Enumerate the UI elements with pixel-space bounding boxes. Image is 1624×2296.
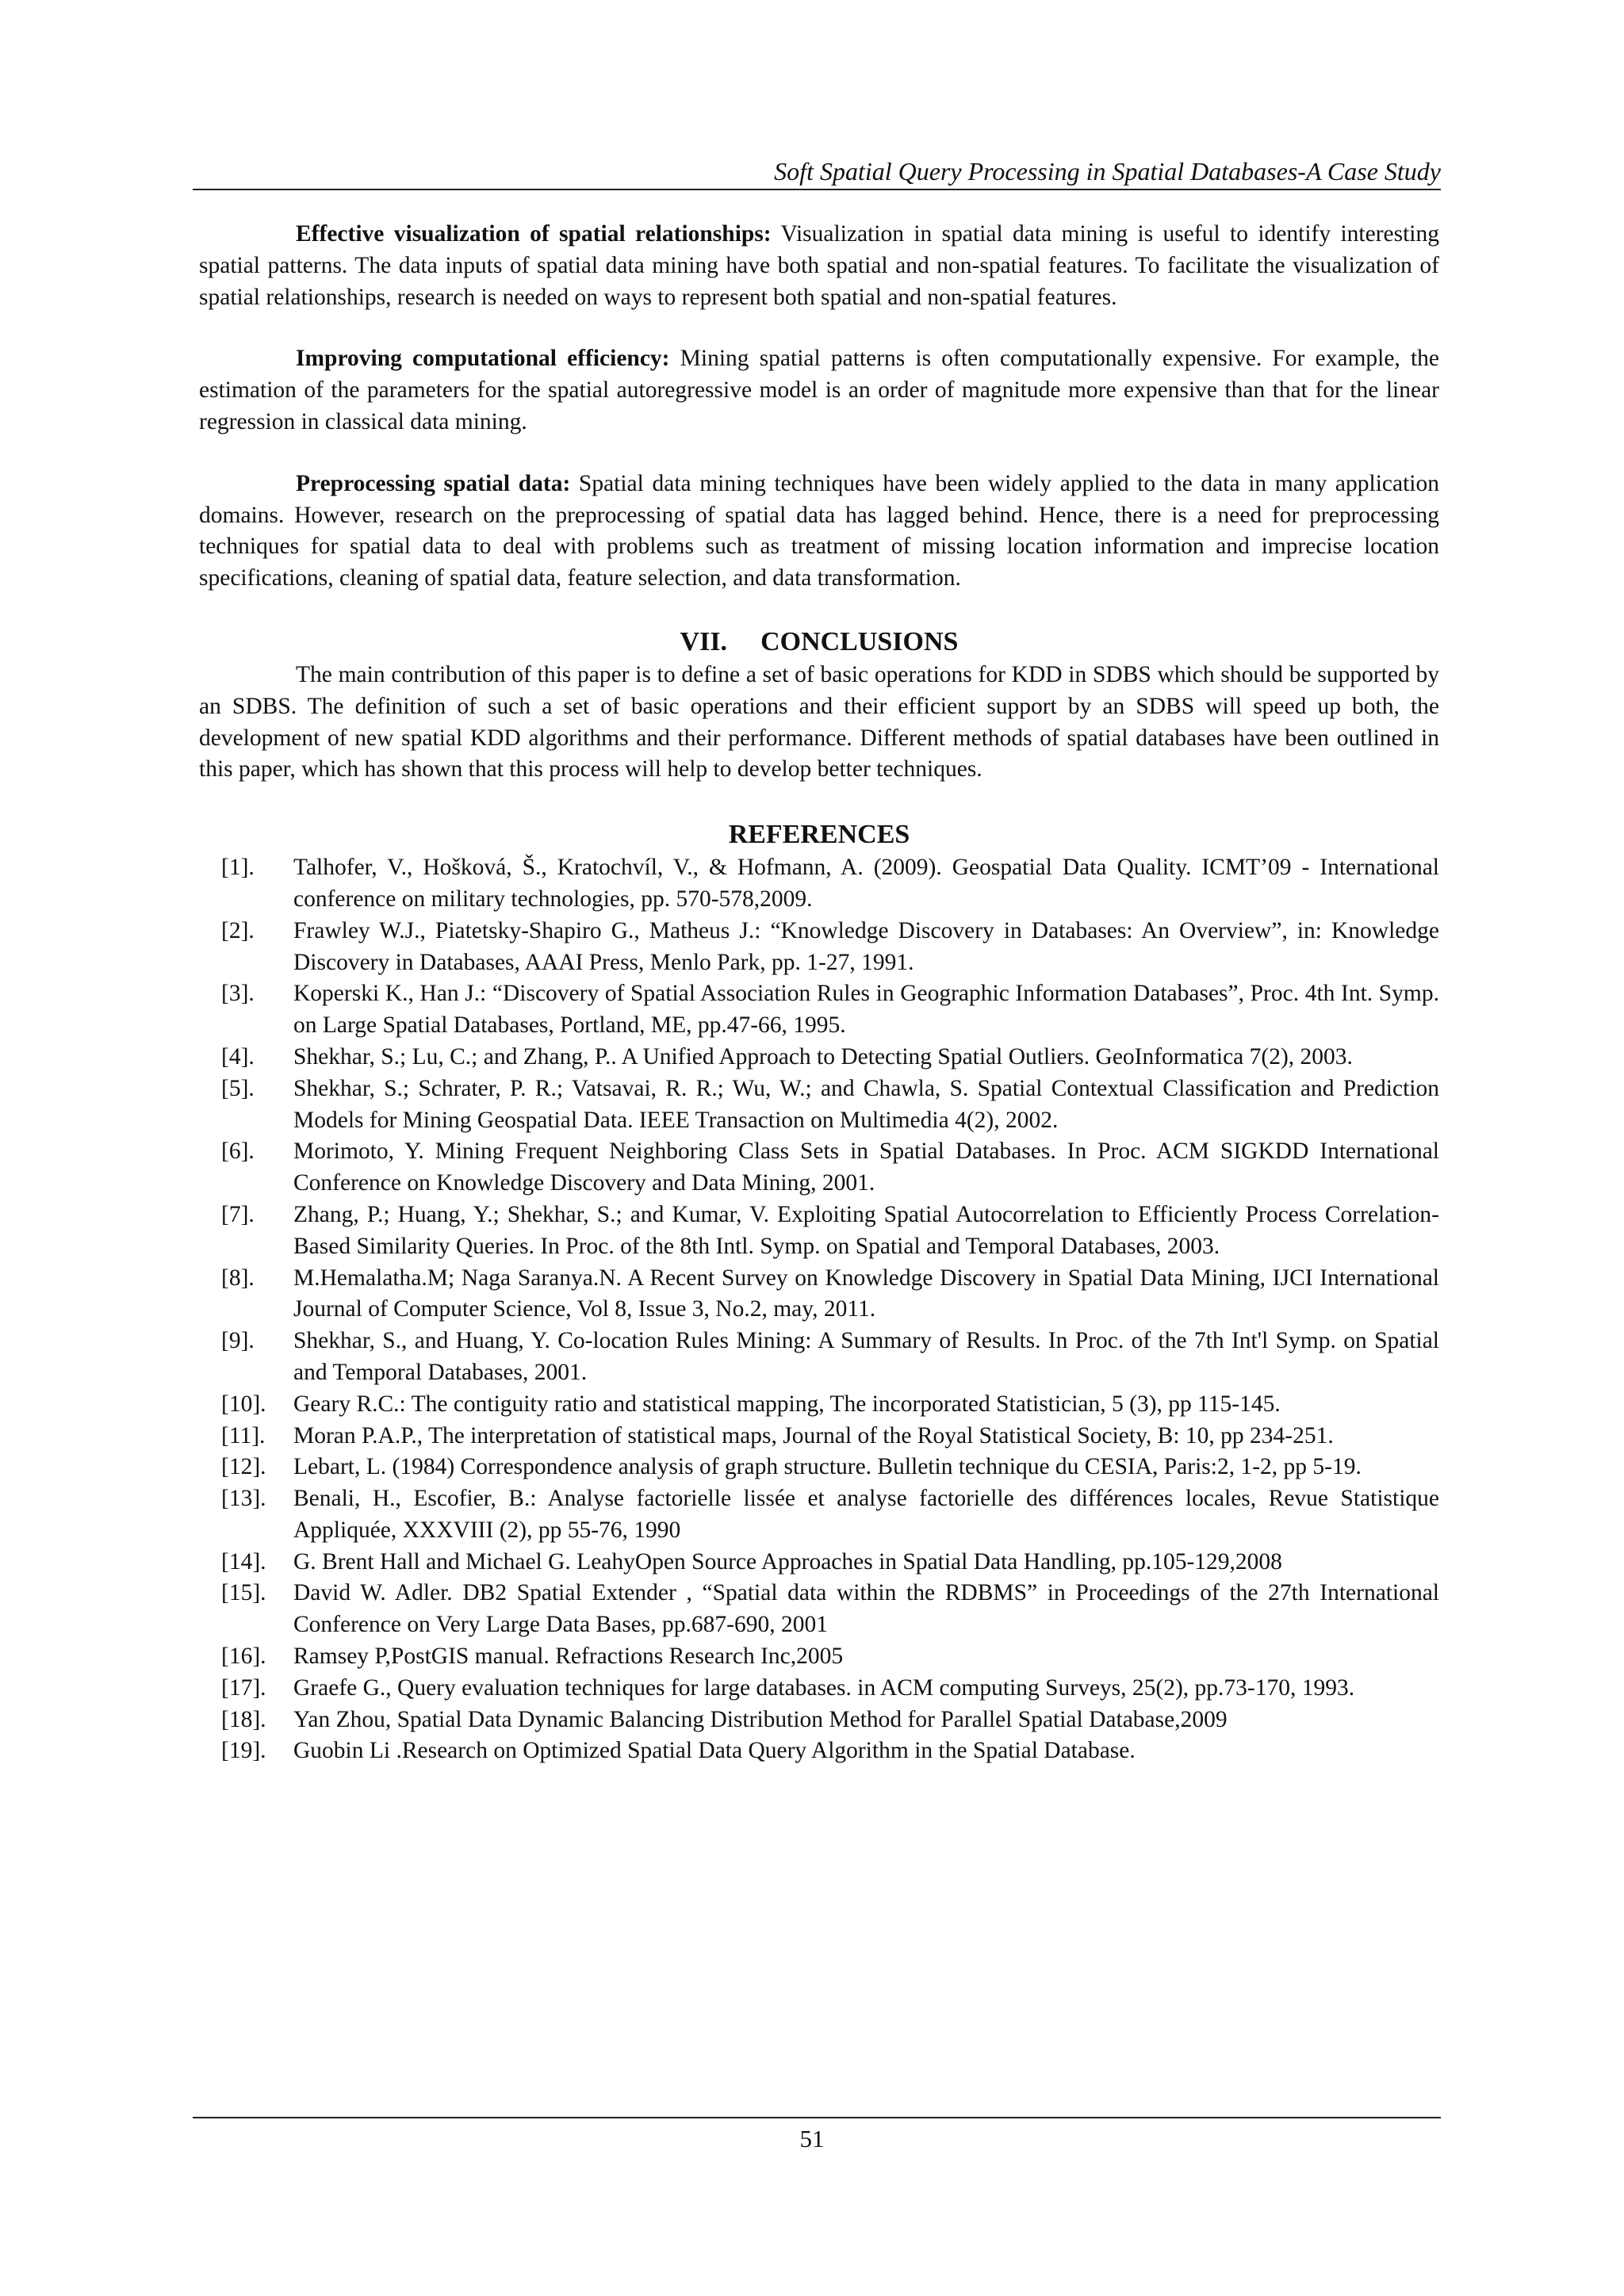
- reference-text: Morimoto, Y. Mining Frequent Neighboring Class Sets in Spatial Databases. In Proc. ACM SIGKDD International Conference on Knowledge Discovery and Data Mining, 2001.: [293, 1138, 1439, 1196]
- reference-text: Shekhar, S., and Huang, Y. Co-location Rules Mining: A Summary of Results. In Proc. of the 7th Int'l Symp. on Spatial and Temporal Databases, 2001.: [293, 1328, 1439, 1385]
- reference-item: [199, 1735, 1439, 1767]
- reference-item: [199, 1073, 1439, 1137]
- reference-number: [13].: [221, 1486, 266, 1512]
- reference-item: [199, 1200, 1439, 1263]
- reference-number: [8].: [221, 1265, 255, 1291]
- reference-text: Talhofer, V., Hošková, Š., Kratochvíl, V., & Hofmann, A. (2009). Geospatial Data Quality. ICMT’09 - International conference on military technologies, pp. 570-578,2009.: [293, 855, 1439, 912]
- reference-item: [199, 1641, 1439, 1673]
- reference-number: [10].: [221, 1391, 266, 1417]
- reference-number: [11].: [221, 1422, 266, 1448]
- reference-number: [4].: [221, 1043, 255, 1070]
- reference-item: [199, 1578, 1439, 1641]
- reference-number: [1].: [221, 855, 255, 881]
- reference-item: [199, 1483, 1439, 1547]
- paragraph-text: Visualization in spatial data mining is useful to identify interesting spatial patterns. The data inputs of spatial data mining have both spatial and non-spatial features. To facilitate the visualization of spatial relationships, research is needed on ways to represent both spatial and non-spatial features.: [199, 221, 1439, 310]
- reference-text: Moran P.A.P., The interpretation of statistical maps, Journal of the Royal Statistical Society, B: 10, pp 234-251.: [293, 1422, 1334, 1448]
- paragraph-lead: Effective visualization of spatial relationships:: [296, 221, 772, 247]
- header-rule: [193, 189, 1441, 190]
- reference-number: [6].: [221, 1138, 255, 1165]
- reference-text: M.Hemalatha.M; Naga Saranya.N. A Recent Survey on Knowledge Discovery in Spatial Data Mining, IJCI International Journal of Computer Science, Vol 8, Issue 3, No.2, may, 2011.: [293, 1265, 1439, 1322]
- reference-number: [12].: [221, 1454, 266, 1480]
- running-header: Soft Spatial Query Processing in Spatial Databases-A Case Study: [774, 157, 1441, 186]
- reference-text: Zhang, P.; Huang, Y.; Shekhar, S.; and Kumar, V. Exploiting Spatial Autocorrelation to Efficiently Process Correlation-Based Similarity Queries. In Proc. of the 8th Intl. Symp. on Spatial and Temporal Databases, 2003.: [293, 1201, 1439, 1259]
- reference-list: [199, 852, 1439, 1767]
- reference-number: [16].: [221, 1644, 266, 1670]
- paragraph-preprocessing: [199, 469, 1439, 595]
- reference-text: Shekhar, S.; Lu, C.; and Zhang, P.. A Unified Approach to Detecting Spatial Outliers. GeoInformatica 7(2), 2003.: [293, 1043, 1353, 1070]
- reference-text: Frawley W.J., Piatetsky-Shapiro G., Matheus J.: “Knowledge Discovery in Databases: An Overview”, in: Knowledge Discovery in Databases, AAAI Press, Menlo Park, pp. 1-27, 1991.: [293, 917, 1439, 975]
- reference-number: [9].: [221, 1328, 255, 1354]
- reference-text: G. Brent Hall and Michael G. LeahyOpen Source Approaches in Spatial Data Handling, pp.105-129,2008: [293, 1548, 1282, 1575]
- reference-number: [3].: [221, 981, 255, 1007]
- paragraph-visualization: [199, 219, 1439, 313]
- reference-number: [18].: [221, 1706, 266, 1732]
- reference-text: Ramsey P,PostGIS manual. Refractions Research Inc,2005: [293, 1644, 844, 1670]
- reference-item: [199, 1389, 1439, 1421]
- reference-text: Geary R.C.: The contiguity ratio and statistical mapping, The incorporated Statistician, 5 (3), pp 115-145.: [293, 1391, 1281, 1417]
- reference-text: David W. Adler. DB2 Spatial Extender , “Spatial data within the RDBMS” in Proceedings of the 27th International Conference on Very Large Data Bases, pp.687-690, 2001: [293, 1580, 1439, 1638]
- reference-text: Lebart, L. (1984) Correspondence analysis of graph structure. Bulletin technique du CESIA, Paris:2, 1-2, pp 5-19.: [293, 1454, 1362, 1480]
- footer-rule: [193, 2117, 1441, 2118]
- reference-item: [199, 1326, 1439, 1389]
- reference-text: Koperski K., Han J.: “Discovery of Spatial Association Rules in Geographic Information Databases”, Proc. 4th Int. Symp. on Large Spatial Databases, Portland, ME, pp.47-66, 1995.: [293, 981, 1439, 1039]
- reference-item: [199, 916, 1439, 979]
- reference-text: Shekhar, S.; Schrater, P. R.; Vatsavai, R. R.; Wu, W.; and Chawla, S. Spatial Contextual Classification and Prediction Models for Mining Geospatial Data. IEEE Transaction on Multimedia 4(2), 2002.: [293, 1075, 1439, 1133]
- reference-number: [5].: [221, 1075, 255, 1101]
- reference-item: [199, 978, 1439, 1042]
- reference-number: [17].: [221, 1674, 266, 1701]
- paragraph-text: Mining spatial patterns is often computationally expensive. For example, the estimation of the parameters for the spatial autoregressive model is an order of magnitude more expensive than that for the linear regression in classical data mining.: [199, 346, 1439, 434]
- reference-text: Benali, H., Escofier, B.: Analyse factorielle lissée et analyse factorielle des différences locales, Revue Statistique Appliquée, XXXVIII (2), pp 55-76, 1990: [293, 1486, 1439, 1543]
- reference-item: [199, 1042, 1439, 1073]
- page-body: [199, 219, 1439, 1767]
- section-title: CONCLUSIONS: [760, 626, 959, 656]
- reference-number: [7].: [221, 1201, 255, 1227]
- paragraph-text: Spatial data mining techniques have been widely applied to the data in many application domains. However, research on the preprocessing of spatial data has lagged behind. Hence, there is a need for preprocessing techniques for spatial data to deal with problems such as treatment of missing location information and imprecise location specifications, cleaning of spatial data, feature selection, and data transformation.: [199, 470, 1439, 591]
- paragraph-efficiency: [199, 343, 1439, 438]
- reference-item: [199, 1452, 1439, 1483]
- reference-item: [199, 1421, 1439, 1452]
- section-heading-conclusions: [199, 625, 1439, 660]
- references-heading: REFERENCES: [728, 820, 910, 850]
- paragraph-lead: Improving computational efficiency:: [296, 346, 670, 372]
- reference-text: Graefe G., Query evaluation techniques for large databases. in ACM computing Surveys, 25(2), pp.73-170, 1993.: [293, 1674, 1355, 1701]
- reference-text: Guobin Li .Research on Optimized Spatial Data Query Algorithm in the Spatial Database.: [293, 1738, 1136, 1764]
- reference-number: [14].: [221, 1548, 266, 1575]
- reference-text: Yan Zhou, Spatial Data Dynamic Balancing Distribution Method for Parallel Spatial Database,2009: [293, 1706, 1228, 1732]
- reference-item: [199, 1136, 1439, 1200]
- paragraph-conclusions: The main contribution of this paper is to define a set of basic operations for KDD in SDBS which should be supported by an SDBS. The definition of such a set of basic operations and their efficient support by an SDBS will speed up both, the development of new spatial KDD algorithms and their performance. Different methods of spatial databases have been outlined in this paper, which has shown that this process will help to develop better techniques.: [199, 661, 1439, 783]
- paragraph-lead: Preprocessing spatial data:: [296, 470, 571, 496]
- page-number: 51: [799, 2125, 825, 2152]
- reference-number: [19].: [221, 1738, 266, 1764]
- reference-item: [199, 852, 1439, 916]
- reference-number: [2].: [221, 917, 255, 943]
- section-number: VII.: [680, 626, 728, 656]
- reference-item: [199, 1673, 1439, 1705]
- reference-item: [199, 1705, 1439, 1736]
- reference-number: [15].: [221, 1580, 266, 1606]
- reference-item: [199, 1547, 1439, 1578]
- reference-item: [199, 1263, 1439, 1326]
